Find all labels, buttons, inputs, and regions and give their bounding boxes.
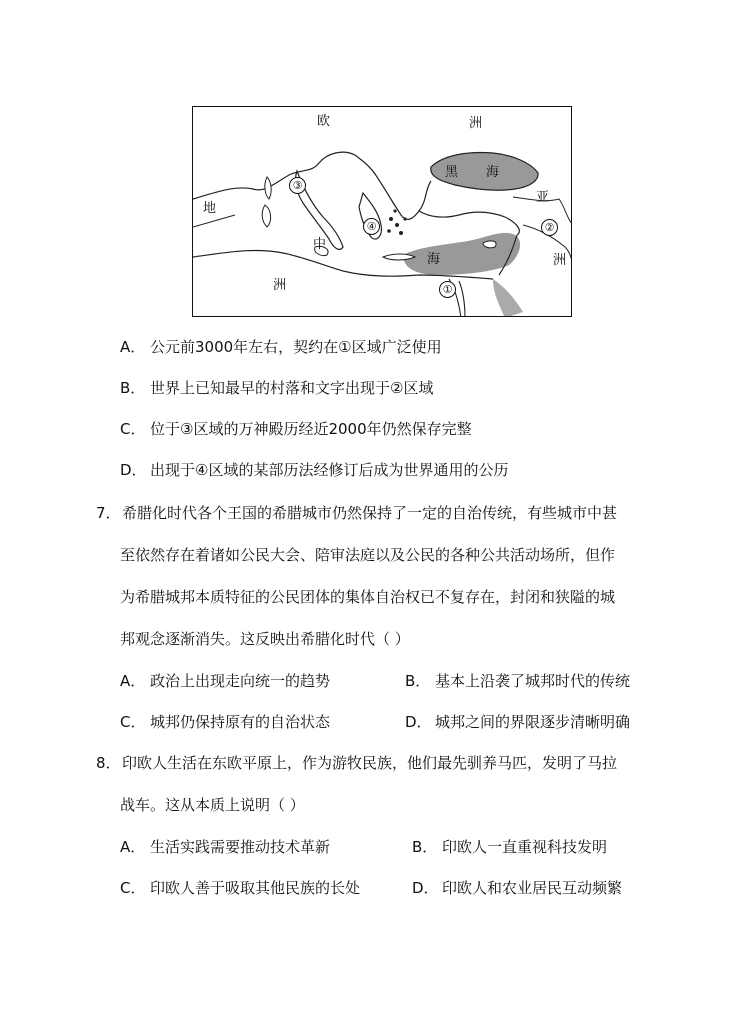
q6-option-a-text: 公元前3000年左右，契约在①区域广泛使用 <box>150 338 442 356</box>
q8-option-b-text: 印欧人一直重视科技发明 <box>442 838 608 856</box>
q8-option-b <box>412 837 607 857</box>
q8-option-b-letter: B． <box>412 838 438 856</box>
map-label-med-1: 地 <box>203 201 217 216</box>
q7-option-c <box>120 712 330 732</box>
q7-line-3: 为希腊城邦本质特征的公民团体的集体自治权已不复存在，封闭和狭隘的城 <box>120 588 616 606</box>
map-label-med-2: 中 <box>313 237 327 252</box>
map-marker-3: ③ <box>289 177 306 194</box>
q8-line-2: 战车。这从本质上说明（ ） <box>120 796 305 814</box>
q7-option-b-letter: B． <box>405 672 431 690</box>
q6-option-a-letter: A． <box>120 338 146 356</box>
q7-line-2: 至依然存在着诸如公民大会、陪审法庭以及公民的各种公共活动场所，但作 <box>120 546 616 564</box>
q6-option-c-text: 位于③区域的万神殿历经近2000年仍然保存完整 <box>150 420 472 438</box>
map-label-europe-1: 欧 <box>317 114 331 129</box>
red-sea-shape <box>493 279 523 317</box>
q8-option-a-letter: A． <box>120 838 146 856</box>
q6-option-c-letter: C． <box>120 420 146 438</box>
q8-option-c-letter: C． <box>120 879 146 897</box>
q6-option-b <box>120 378 433 398</box>
q7-option-d-text: 城邦之间的界限逐步清晰明确 <box>435 713 631 731</box>
q7-option-d-letter: D． <box>405 713 432 731</box>
q7-line-4: 邦观念逐渐消失。这反映出希腊化时代（ ） <box>120 630 410 648</box>
q8-number: 8． <box>96 754 121 772</box>
q7-option-c-letter: C． <box>120 713 146 731</box>
q8-option-a <box>120 837 330 857</box>
map-figure <box>192 106 572 317</box>
map-label-black-sea-1: 黑 <box>445 165 459 180</box>
q7-option-c-text: 城邦仍保持原有的自治状态 <box>150 713 331 731</box>
mediterranean-map <box>193 107 572 317</box>
q8-line-1: 印欧人生活在东欧平原上，作为游牧民族，他们最先驯养马匹，发明了马拉 <box>122 754 618 772</box>
q6-option-c <box>120 419 472 439</box>
map-label-black-sea-2: 海 <box>486 165 500 180</box>
q6-option-b-letter: B． <box>120 379 146 397</box>
q8-option-c <box>120 878 360 898</box>
q8-option-d-letter: D． <box>412 879 439 897</box>
q7-line-1: 希腊化时代各个王国的希腊城市仍然保持了一定的自治传统，有些城市中甚 <box>122 504 618 522</box>
q7-option-a-text: 政治上出现走向统一的趋势 <box>150 672 331 690</box>
q8-option-c-text: 印欧人善于吸取其他民族的长处 <box>150 879 361 897</box>
map-marker-4: ④ <box>363 218 380 235</box>
q8-option-d-text: 印欧人和农业居民互动频繁 <box>442 879 623 897</box>
q7-number: 7． <box>96 504 121 522</box>
map-label-med-3: 海 <box>427 252 441 267</box>
q6-option-a <box>120 337 442 357</box>
q6-option-d-text: 出现于④区域的某部历法经修订后成为世界通用的公历 <box>150 461 509 479</box>
map-label-asia-2: 洲 <box>553 253 567 268</box>
q7-option-a-letter: A． <box>120 672 146 690</box>
map-marker-1: ① <box>439 281 456 298</box>
map-label-europe-2: 洲 <box>469 116 483 131</box>
q6-option-d-letter: D． <box>120 461 147 479</box>
map-label-asia-1: 亚 <box>536 190 550 205</box>
q6-option-d <box>120 460 508 480</box>
q8-option-a-text: 生活实践需要推动技术革新 <box>150 838 331 856</box>
map-marker-2: ② <box>541 219 558 236</box>
q7-option-b-text: 基本上沿袭了城邦时代的传统 <box>435 672 631 690</box>
map-label-africa: 洲 <box>273 278 287 293</box>
q7-option-b <box>405 671 630 691</box>
q7-option-a <box>120 671 330 691</box>
q8-option-d <box>412 878 622 898</box>
q6-option-b-text: 世界上已知最早的村落和文字出现于②区域 <box>150 379 434 397</box>
q7-option-d <box>405 712 630 732</box>
